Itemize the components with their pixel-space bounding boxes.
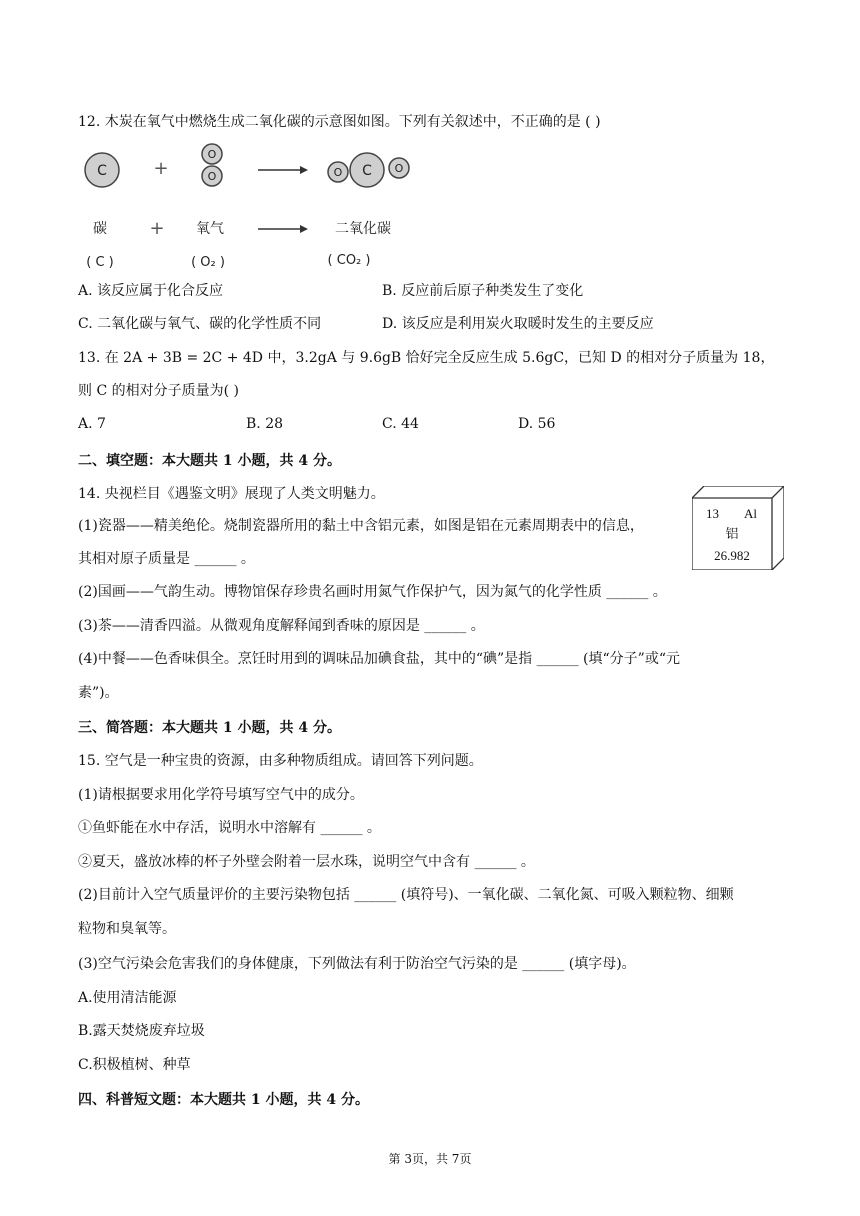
q14-part1-line2: 其相对原子质量是 ______ 。 (78, 551, 255, 567)
q14-part3: (3)茶——清香四溢。从微观角度解释闻到香味的原因是 ______ 。 (78, 618, 485, 634)
q13-stem-line1: 13. 在 2A + 3B = 2C + 4D 中，3.2gA 与 9.6gB 恰好完全反应生成 5.6gC，已知 D 的相对分子质量为 18， (78, 350, 775, 366)
q12-option-d: D. 该反应是利用炭火取暖时发生的主要反应 (382, 316, 654, 332)
plus-sign-top: + (153, 158, 169, 179)
periodic-table-cell-aluminum (692, 486, 784, 570)
formula-oxygen: ( O₂ ) (191, 255, 225, 270)
svg-text:O: O (207, 148, 217, 161)
carbon-atom-label: C (97, 163, 107, 179)
q13-option-d: D. 56 (518, 416, 556, 432)
reaction-diagram (78, 138, 438, 273)
section-2-heading: 二、填空题：本大题共 1 小题，共 4 分。 (78, 453, 341, 469)
q13-stem-line2: 则 C 的相对分子质量为( ) (78, 383, 239, 399)
svg-text:O: O (394, 162, 404, 175)
q15-stem: 15. 空气是一种宝贵的资源，由多种物质组成。请回答下列问题。 (78, 753, 483, 769)
q15-option-a: A.使用清洁能源 (78, 990, 177, 1006)
section-3-heading: 三、简答题：本大题共 1 小题，共 4 分。 (78, 720, 341, 736)
label-co2: 二氧化碳 (335, 221, 391, 237)
q12-option-a: A. 该反应属于化合反应 (78, 283, 224, 299)
q12-option-c: C. 二氧化碳与氧气、碳的化学性质不同 (78, 316, 322, 332)
q15-option-b: B.露天焚烧废弃垃圾 (78, 1023, 205, 1039)
element-mass: 26.982 (714, 548, 750, 563)
q13-option-a: A. 7 (78, 416, 106, 432)
formula-co2: ( CO₂ ) (327, 253, 371, 268)
svg-text:C: C (362, 163, 372, 179)
q13-option-b: B. 28 (246, 416, 284, 432)
q12-stem: 12. 木炭在氧气中燃烧生成二氧化碳的示意图如图。下列有关叙述中，不正确的是 ( ) (78, 114, 601, 130)
q12-option-b: B. 反应前后原子种类发生了变化 (382, 283, 584, 299)
element-symbol: Al (744, 506, 757, 521)
svg-text:O: O (333, 166, 343, 179)
q14-part1-line1: (1)瓷器——精美绝伦。烧制瓷器所用的黏土中含铝元素，如图是铝在元素周期表中的信息， (78, 518, 644, 534)
q14-stem: 14. 央视栏目《遇鉴文明》展现了人类文明魅力。 (78, 486, 385, 502)
q15-option-c: C.积极植树、种草 (78, 1057, 191, 1073)
label-carbon: 碳 (93, 221, 107, 237)
q14-part2: (2)国画——气韵生动。博物馆保存珍贵名画时用氮气作保护气，因为氮气的化学性质 ______ 。 (78, 584, 667, 600)
q14-part4-line2: 素”)。 (78, 685, 119, 701)
q14-part4-line1: (4)中餐——色香味俱全。烹饪时用到的调味品加碘食盐，其中的“碘”是指 ______ (填“分子”或“元 (78, 651, 680, 667)
q13-option-c: C. 44 (382, 416, 419, 432)
plus-sign-bottom: + (149, 218, 165, 239)
svg-text:O: O (207, 170, 217, 183)
q15-part2-line1: (2)目前计入空气质量评价的主要污染物包括 ______ (填符号)、一氧化碳、二氧化氮、可吸入颗粒物、细颗 (78, 887, 734, 903)
q15-part1-b: ②夏天，盛放冰棒的杯子外壁会附着一层水珠，说明空气中含有 ______ 。 (78, 854, 535, 870)
label-oxygen: 氧气 (196, 221, 224, 237)
q15-part1-a: ①鱼虾能在水中存活，说明水中溶解有 ______ 。 (78, 820, 381, 836)
q15-part3: (3)空气污染会危害我们的身体健康，下列做法有利于防治空气污染的是 ______ (填字母)。 (78, 956, 636, 972)
q15-part2-line2: 粒物和臭氧等。 (78, 921, 176, 937)
page-footer: 第 3页，共 7页 (388, 1152, 472, 1166)
q15-part1: (1)请根据要求用化学符号填写空气中的成分。 (78, 787, 364, 803)
section-4-heading: 四、科普短文题：本大题共 1 小题，共 4 分。 (78, 1092, 369, 1108)
element-number: 13 (706, 506, 719, 521)
element-name: 铝 (725, 527, 739, 542)
formula-carbon: ( C ) (86, 255, 114, 270)
